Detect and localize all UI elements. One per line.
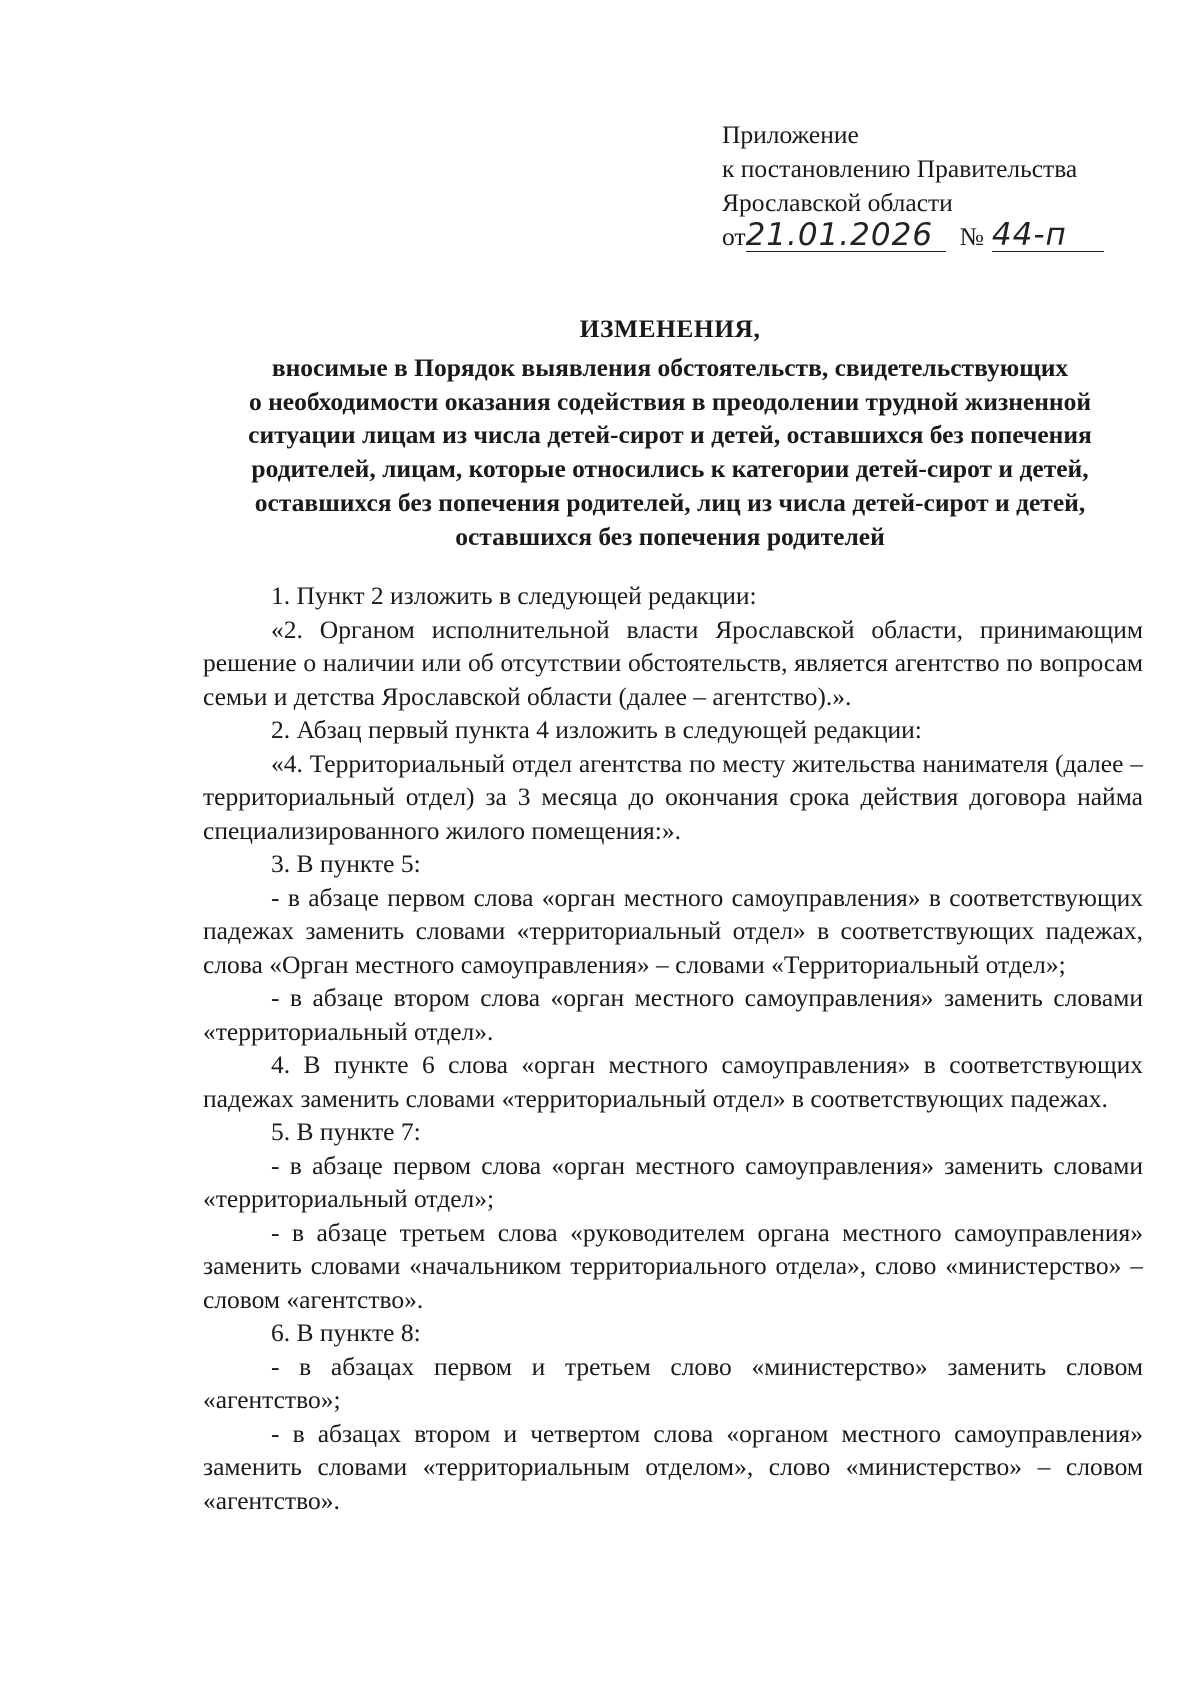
item-3-sub-1: - в абзаце первом слова «орган местного самоуправления» в соответствующих падежах заменить словами «территориальный отдел» в соответствующих падежах, слова «Орган местного самоуправления» – словами «Территориальный отдел»; — [203, 882, 1143, 979]
subtitle-line: оставшихся без попечения родителей — [455, 521, 885, 551]
item-2-text: «4. Территориальный отдел агентства по месту жительства нанимателя (далее – территориальный отдел) за 3 месяца до окончания срока действия договора найма специализированного жилого помещения:». — [203, 748, 1143, 845]
appendix-region: Ярославской области — [722, 188, 953, 217]
item-3-sub-2: - в абзаце втором слова «орган местного самоуправления» заменить словами «территориальный отдел». — [203, 983, 1143, 1046]
subtitle-line: ситуации лицам из числа детей-сирот и детей, оставшихся без попечения — [248, 420, 1092, 450]
appendix-label: Приложение — [722, 120, 859, 149]
appendix-header — [722, 118, 1142, 254]
document-title-block — [190, 312, 1150, 554]
appendix-resolution: к постановлению Правительства — [722, 154, 1078, 183]
item-5-sub-1: - в абзаце первом слова «орган местного самоуправления» заменить словами «территориальный отдел»; — [203, 1150, 1143, 1213]
item-1-text: «2. Органом исполнительной власти Ярославской области, принимающим решение о наличии или об отсутствии обстоятельств, является агентство по вопросам семьи и детства Ярославской области (далее – агентство).». — [203, 614, 1143, 711]
item-6: 6. В пункте 8: — [271, 1318, 421, 1347]
item-1: 1. Пункт 2 изложить в следующей редакции: — [271, 581, 757, 610]
appendix-date-number-line — [722, 217, 1142, 254]
item-5-sub-2: - в абзаце третьем слова «руководителем органа местного самоуправления» заменить словами «начальником территориального отдела», слово «министерство» – словом «агентство». — [203, 1217, 1143, 1314]
subtitle-line: вносимые в Порядок выявления обстоятельств, свидетельствующих — [271, 352, 1069, 382]
item-6-sub-2: - в абзацах втором и четвертом слова «органом местного самоуправления» заменить словами «территориальным отделом», слово «министерство» – словом «агентство». — [203, 1418, 1143, 1515]
item-3: 3. В пункте 5: — [271, 849, 421, 878]
number-field — [991, 217, 1104, 253]
subtitle-line: оставшихся без попечения родителей, лиц из числа детей-сирот и детей, — [254, 487, 1086, 517]
document-title: ИЗМЕНЕНИЯ, — [579, 314, 761, 343]
item-6-sub-1: - в абзацах первом и третьем слово «министерство» заменить словом «агентство»; — [203, 1351, 1143, 1414]
item-4: 4. В пункте 6 слова «орган местного самоуправления» в соответствующих падежах заменить словами «территориальный отдел» в соответствующих падежах. — [203, 1050, 1143, 1113]
item-2: 2. Абзац первый пункта 4 изложить в следующей редакции: — [271, 715, 922, 744]
item-5: 5. В пункте 7: — [271, 1117, 421, 1146]
document-body — [203, 579, 1143, 1517]
number-prefix: № — [959, 222, 984, 251]
date-prefix: от — [722, 222, 746, 251]
date-field — [745, 217, 946, 253]
subtitle-line: о необходимости оказания содействия в преодолении трудной жизненной — [248, 386, 1092, 416]
subtitle-line: родителей, лицам, которые относились к категории детей-сирот и детей, — [251, 454, 1089, 484]
handwritten-date: 21.01.2026 — [745, 217, 934, 253]
handwritten-number: 44-п — [991, 217, 1067, 253]
